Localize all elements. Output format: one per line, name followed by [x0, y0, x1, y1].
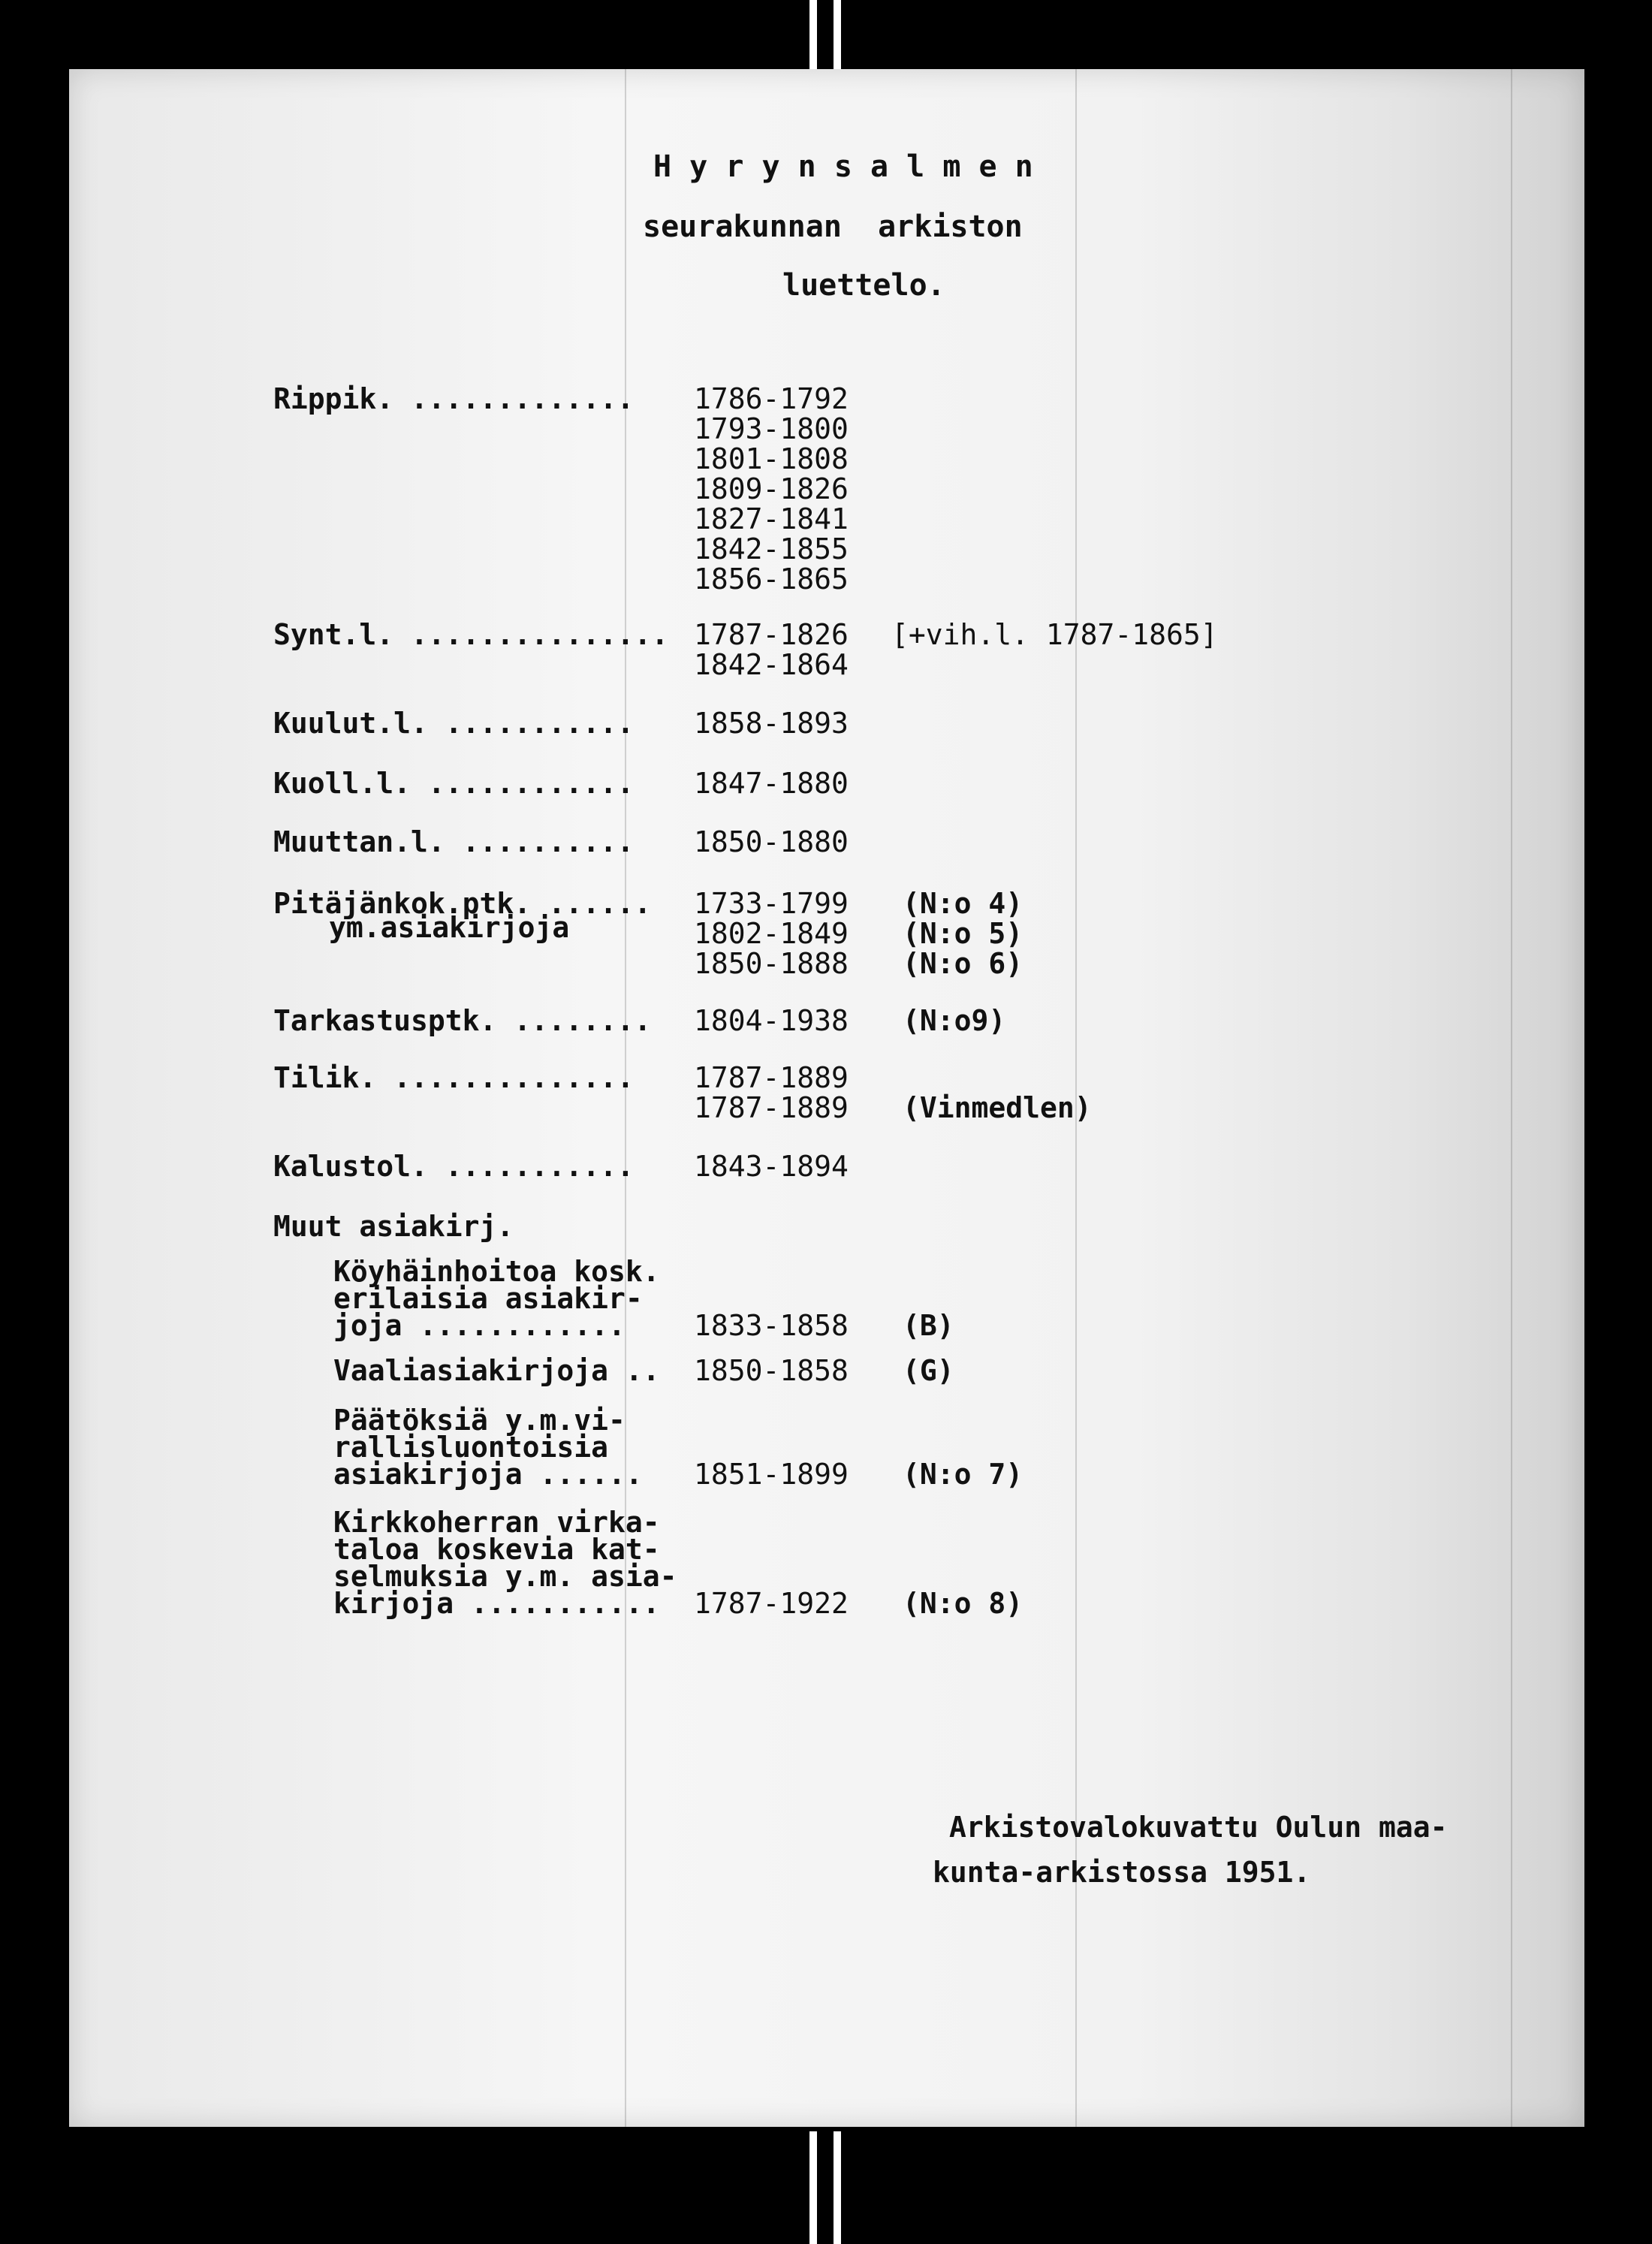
archive-note-line-2: kunta-arkistossa 1951.	[933, 1856, 1311, 1889]
sub-entry-label: asiakirjoja ......	[333, 1458, 643, 1491]
entry-years: 1833-1858	[694, 1309, 849, 1342]
entry-years: 1858-1893	[694, 707, 849, 740]
entry-years: 1851-1899	[694, 1458, 849, 1491]
sub-entry-label: selmuksia y.m. asia-	[333, 1560, 677, 1593]
entry-years: 1856-1865	[694, 563, 849, 596]
entry-years: 1787-1889	[694, 1061, 849, 1094]
title-line-2: seurakunnan arkiston	[643, 210, 1023, 244]
entry-years: 1850-1880	[694, 825, 849, 858]
entry-years: 1827-1841	[694, 502, 849, 535]
entry-years: 1804-1938	[694, 1004, 849, 1037]
entry-years: 1843-1894	[694, 1150, 849, 1183]
sub-entry-label: taloa koskevia kat-	[333, 1533, 660, 1566]
entry-years: 1801-1808	[694, 442, 849, 475]
title-line-1: H y r y n s a l m e n	[653, 149, 1033, 184]
entry-years: 1809-1826	[694, 472, 849, 505]
entry-years: 1842-1864	[694, 648, 849, 681]
entry-years: 1786-1792	[694, 382, 849, 415]
entry-years: 1733-1799	[694, 887, 849, 920]
entry-years: 1850-1858	[694, 1354, 849, 1387]
entry-label: Kuoll.l. ............	[273, 767, 635, 800]
entry-label: Pitäjänkok.ptk. ......	[273, 887, 652, 920]
sub-entry-label: Köyhäinhoitoa kosk.	[333, 1255, 660, 1288]
entry-years: 1847-1880	[694, 767, 849, 800]
sub-entry-label: Vaaliasiakirjoja ..	[333, 1354, 660, 1387]
sub-entry-label: rallisluontoisia	[333, 1431, 609, 1464]
entry-label: Rippik. .............	[273, 382, 635, 415]
sub-entry-label: kirjoja ...........	[333, 1587, 660, 1620]
entry-years: 1802-1849	[694, 917, 849, 950]
entry-note: (Vinmedlen)	[903, 1091, 1092, 1124]
entry-label-2: ym.asiakirjoja	[329, 911, 570, 944]
entry-label: Kuulut.l. ...........	[273, 707, 635, 740]
entry-note: (N:o 7)	[903, 1458, 1023, 1491]
entry-years: 1787-1889	[694, 1091, 849, 1124]
entry-note: (N:o 6)	[903, 947, 1023, 980]
section-heading: Muut asiakirj.	[273, 1210, 514, 1243]
archive-note-line-1: Arkistovalokuvattu Oulun maa-	[949, 1811, 1448, 1844]
entry-note: (N:o 5)	[903, 917, 1023, 950]
entry-label: Tilik. ..............	[273, 1061, 635, 1094]
film-divider-bottom	[802, 2118, 850, 2244]
sub-entry-label: Päätöksiä y.m.vi-	[333, 1404, 626, 1437]
entry-years: 1793-1800	[694, 412, 849, 445]
entry-years: 1787-1922	[694, 1587, 849, 1620]
sub-entry-label: erilaisia asiakir-	[333, 1282, 643, 1315]
entry-label: Tarkastusptk. ........	[273, 1004, 652, 1037]
entry-note: (N:o 4)	[903, 887, 1023, 920]
entry-label: Muuttan.l. ..........	[273, 825, 635, 858]
sub-entry-label: Kirkkoherran virka-	[333, 1506, 660, 1539]
entry-years: 1850-1888	[694, 947, 849, 980]
entry-label: Kalustol. ...........	[273, 1150, 635, 1183]
document-page	[69, 69, 1584, 2127]
background-stamp	[1402, 219, 1507, 970]
entry-note: (B)	[903, 1309, 954, 1342]
entry-years: 1842-1855	[694, 532, 849, 566]
entry-note: (N:o 8)	[903, 1587, 1023, 1620]
entry-note: (G)	[903, 1354, 954, 1387]
title-line-3: luettelo.	[782, 268, 945, 303]
entry-label: Synt.l. ...............	[273, 618, 669, 651]
entry-note: (N:o9)	[903, 1004, 1006, 1037]
fold-line	[625, 69, 626, 2127]
sub-entry-label: joja ............	[333, 1309, 626, 1342]
entry-years: 1787-1826	[694, 618, 849, 651]
fold-line	[1511, 69, 1512, 2127]
entry-note: [+vih.l. 1787-1865]	[891, 618, 1218, 651]
